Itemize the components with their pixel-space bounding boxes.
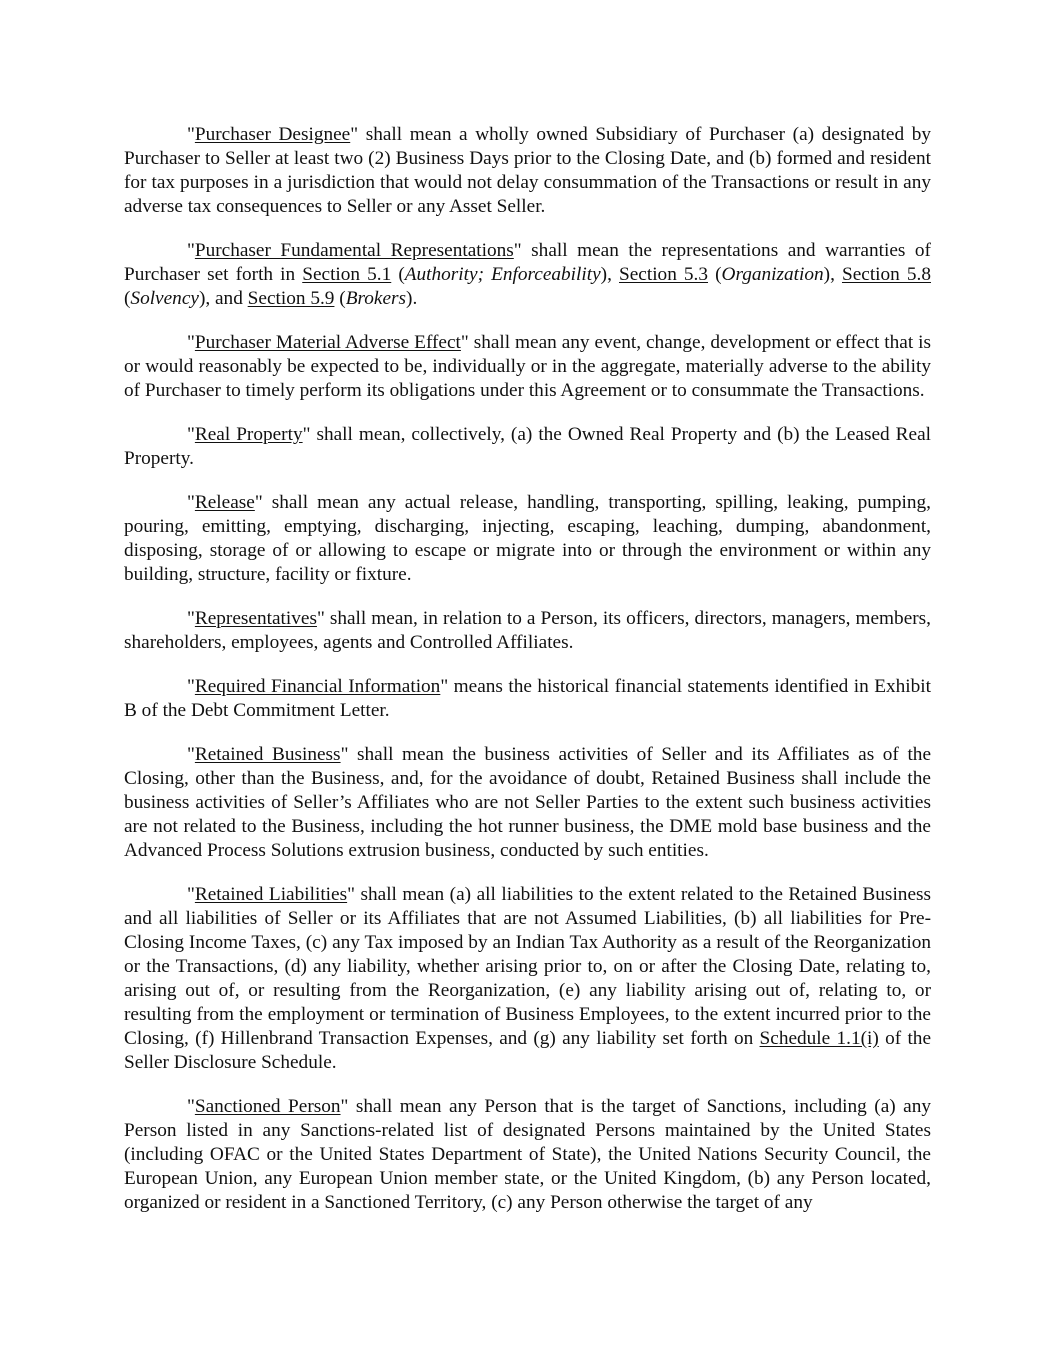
schedule-reference-link[interactable]: Schedule 1.1(i): [759, 1028, 879, 1049]
definition-text: " shall mean a wholly owned Subsidiary of Purchaser (a) designated by Purchaser to Seller at least two (2) Business Days prior to the Closing Date, and (b) formed and resident for tax purposes in a jurisdiction that would not delay consummation of the Transactions or result in any adverse tax consequences to Seller or any Asset Seller.: [124, 124, 931, 217]
definition-text: " shall mean any actual release, handling, transporting, spilling, leaking, pumping, pouring, emitting, emptying, discharging, injecting, escaping, leaching, dumping, abandonment, disposing, storage of or allowing to escape or migrate into or through the environment or within any building, structure, facility or fixture.: [124, 492, 931, 585]
definition-purchaser-designee: "Purchaser Designee" shall mean a wholly owned Subsidiary of Purchaser (a) designated by Purchaser to Seller at least two (2) Business Days prior to the Closing Date, and (b) formed and resident for tax purposes in a jurisdiction that would not delay consummation of the Transactions or result in any adverse tax consequences to Seller or any Asset Seller.: [124, 124, 931, 217]
definition-text: " means the historical financial statements identified in Exhibit B of the Debt Commitment Letter.: [124, 676, 931, 721]
definition-text: " shall mean, collectively, (a) the Owned Real Property and (b) the Leased Real Property.: [124, 424, 932, 469]
definition-text: " shall mean any event, change, development or effect that is or would reasonably be expected to be, individually or in the aggregate, materially adverse to the ability of Purchaser to timely perform its obligations under this Agreement or to consummate the Transactions.: [124, 332, 931, 401]
document-page: [124, 123, 931, 1235]
defined-term: Purchaser Fundamental Representations: [194, 240, 514, 261]
section-reference-label: Solvency: [130, 288, 199, 309]
section-reference-link[interactable]: Section 5.9: [247, 288, 335, 309]
defined-term: Required Financial Information: [194, 676, 441, 697]
defined-term: Purchaser Material Adverse Effect: [194, 332, 461, 353]
section-reference-label: Organization: [721, 264, 824, 285]
definition-real-property: "Real Property" shall mean, collectively, (a) the Owned Real Property and (b) the Leased Real Property.: [124, 424, 932, 469]
definition-purchaser-material-adverse-effect: "Purchaser Material Adverse Effect" shall mean any event, change, development or effect that is or would reasonably be expected to be, individually or in the aggregate, materially adverse to the ability of Purchaser to timely perform its obligations under this Agreement or to consummate the Transactions.: [124, 332, 931, 401]
definition-representatives: "Representatives" shall mean, in relation to a Person, its officers, directors, managers, members, shareholders, employees, agents and Controlled Affiliates.: [124, 608, 931, 653]
definition-text: " shall mean (a) all liabilities to the extent related to the Retained Business and all liabilities of Seller or its Affiliates that are not Assumed Liabilities, (b) all liabilities for Pre-Closing Income Taxes, (c) any Tax imposed by an Indian Tax Authority as a result of the Reorganization or the Transactions, (d) any liability, whether arising prior to, on or after the Closing Date, relating to, arising out of, or resulting from the Reorganization, (e) any liability arising out of, relating to, or resulting from the employment or termination of Business Employees, to the extent incurred prior to the Closing, (f) Hillenbrand Transaction Expenses, and (g) any liability set forth on: [124, 884, 932, 1049]
defined-term: Real Property: [194, 424, 303, 445]
section-reference-label: Brokers: [345, 288, 407, 309]
section-reference-link[interactable]: Section 5.1: [302, 264, 392, 285]
definition-retained-liabilities: "Retained Liabilities" shall mean (a) all liabilities to the extent related to the Retained Business and all liabilities of Seller or its Affiliates that are not Assumed Liabilities, (b) all liabilities for Pre-Closing Income Taxes, (c) any Tax imposed by an Indian Tax Authority as a result of the Reorganization or the Transactions, (d) any liability, whether arising prior to, on or after the Closing Date, relating to, arising out of, or resulting from the Reorganization, (e) any liability arising out of, relating to, or resulting from the employment or termination of Business Employees, to the extent incurred prior to the Closing, (f) Hillenbrand Transaction Expenses, and (g) any liability set forth on Schedule 1.1(i) of the Seller Disclosure Schedule.: [124, 884, 932, 1073]
defined-term: Purchaser Designee: [194, 124, 351, 145]
defined-term: Release: [194, 492, 255, 513]
section-reference-label: Authority; Enforceability: [404, 264, 601, 285]
definition-text: " shall mean, in relation to a Person, its officers, directors, managers, members, shareholders, employees, agents and Controlled Affiliates.: [124, 608, 931, 653]
definition-purchaser-fundamental-representations: "Purchaser Fundamental Representations" shall mean the representations and warranties of Purchaser set forth in Section 5.1 (Authority; Enforceability), Section 5.3 (Organization), Section 5.8 (Solvency), and Section 5.9 (Brokers).: [124, 240, 931, 309]
defined-term: Representatives: [194, 608, 317, 629]
section-reference-link[interactable]: Section 5.3: [619, 264, 709, 285]
defined-term: Retained Liabilities: [194, 884, 348, 905]
definition-text: " shall mean any Person that is the target of Sanctions, including (a) any Person listed in any Sanctions-related list of designated Persons maintained by the United States (including OFAC or the United States Department of State), the United Nations Security Council, the European Union, any European Union member state, or the United Kingdom, (b) any Person located, organized or resident in a Sanctioned Territory, (c) any Person otherwise the target of any: [124, 1096, 931, 1213]
definition-required-financial-information: "Required Financial Information" means the historical financial statements identified in Exhibit B of the Debt Commitment Letter.: [124, 676, 931, 721]
definition-release: "Release" shall mean any actual release, handling, transporting, spilling, leaking, pumping, pouring, emitting, emptying, discharging, injecting, escaping, leaching, dumping, abandonment, disposing, storage of or allowing to escape or migrate into or through the environment or within any building, structure, facility or fixture.: [124, 492, 931, 585]
section-reference-link[interactable]: Section 5.8: [841, 264, 931, 285]
defined-term: Sanctioned Person: [194, 1096, 341, 1117]
definition-sanctioned-person: "Sanctioned Person" shall mean any Person that is the target of Sanctions, including (a) any Person listed in any Sanctions-related list of designated Persons maintained by the United States (including OFAC or the United States Department of State), the United Nations Security Council, the European Union, any European Union member state, or the United Kingdom, (b) any Person located, organized or resident in a Sanctioned Territory, (c) any Person otherwise the target of any: [124, 1096, 931, 1213]
definition-retained-business: "Retained Business" shall mean the business activities of Seller and its Affiliates as of the Closing, other than the Business, and, for the avoidance of doubt, Retained Business shall include the business activities of Seller’s Affiliates who are not Seller Parties to the extent such business activities are not related to the Business, including the hot runner business, the DME mold base business and the Advanced Process Solutions extrusion business, conducted by such entities.: [124, 744, 931, 861]
definition-text: " shall mean the representations and warranties of Purchaser set forth in: [124, 240, 931, 285]
definition-text: " shall mean the business activities of Seller and its Affiliates as of the Closing, other than the Business, and, for the avoidance of doubt, Retained Business shall include the business activities of Seller’s Affiliates who are not Seller Parties to the extent such business activities are not related to the Business, including the hot runner business, the DME mold base business and the Advanced Process Solutions extrusion business, conducted by such entities.: [124, 744, 931, 861]
defined-term: Retained Business: [194, 744, 341, 765]
